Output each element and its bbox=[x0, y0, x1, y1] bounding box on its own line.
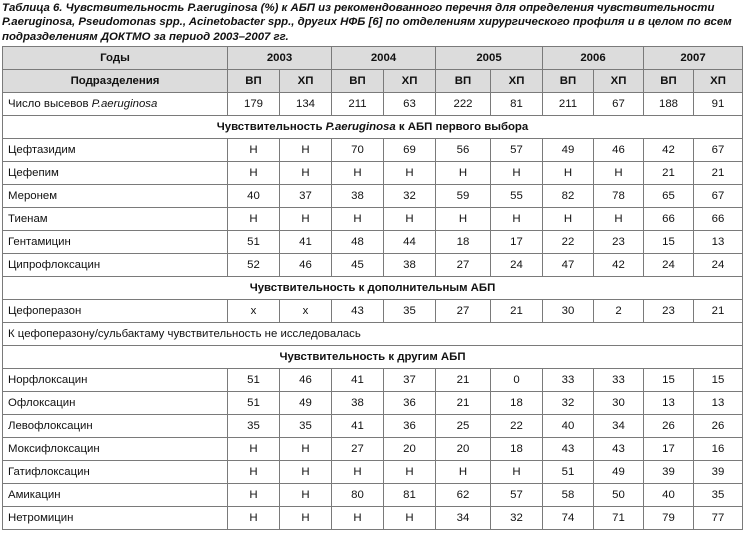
table-cell: 24 bbox=[694, 254, 743, 277]
drug-name: Левофлоксацин bbox=[3, 415, 228, 438]
table-cell: Н bbox=[594, 208, 644, 231]
table-cell: 67 bbox=[694, 185, 743, 208]
table-caption bbox=[2, 1, 744, 44]
table-cell: 15 bbox=[644, 369, 694, 392]
table-row bbox=[3, 415, 743, 438]
table-cell: 34 bbox=[436, 507, 491, 530]
note-text: К цефоперазону/сульбактаму чувствительность не исследовалась bbox=[3, 323, 743, 346]
table-cell: 77 bbox=[694, 507, 743, 530]
table-cell: 39 bbox=[694, 461, 743, 484]
table-cell: 79 bbox=[644, 507, 694, 530]
count-value: 179 bbox=[228, 93, 280, 116]
table-cell: 30 bbox=[594, 392, 644, 415]
unit-cell: ХП bbox=[280, 70, 332, 93]
table-cell: Н bbox=[280, 438, 332, 461]
table-cell: Н bbox=[280, 484, 332, 507]
unit-cell: ВП bbox=[228, 70, 280, 93]
table-cell: Н bbox=[384, 461, 436, 484]
drug-name: Гентамицин bbox=[3, 231, 228, 254]
table-cell: 67 bbox=[694, 139, 743, 162]
drug-name: Меронем bbox=[3, 185, 228, 208]
table-cell: 49 bbox=[280, 392, 332, 415]
drug-name: Норфлоксацин bbox=[3, 369, 228, 392]
table-cell: Н bbox=[228, 208, 280, 231]
table-cell: 24 bbox=[644, 254, 694, 277]
table-cell: 74 bbox=[543, 507, 594, 530]
table-cell: 17 bbox=[491, 231, 543, 254]
table-cell: 41 bbox=[332, 369, 384, 392]
table-cell: Н bbox=[384, 507, 436, 530]
table-cell: Н bbox=[332, 208, 384, 231]
table-cell: 41 bbox=[332, 415, 384, 438]
table-cell: 15 bbox=[694, 369, 743, 392]
section-title-organism: P.aeruginosa bbox=[325, 121, 396, 133]
table-cell: Н bbox=[384, 162, 436, 185]
table-cell: 43 bbox=[543, 438, 594, 461]
table-cell: 18 bbox=[491, 392, 543, 415]
table-cell: 26 bbox=[644, 415, 694, 438]
table-cell: 36 bbox=[384, 392, 436, 415]
table-cell: Н bbox=[436, 208, 491, 231]
caption-prefix: Таблица 6. Чувствительность bbox=[2, 2, 188, 14]
year-cell: 2005 bbox=[436, 47, 543, 70]
table-cell: 38 bbox=[332, 392, 384, 415]
year-cell: 2004 bbox=[332, 47, 436, 70]
count-value: 211 bbox=[332, 93, 384, 116]
table-row bbox=[3, 208, 743, 231]
table-cell: 23 bbox=[644, 300, 694, 323]
table-cell: 45 bbox=[332, 254, 384, 277]
table-row bbox=[3, 392, 743, 415]
table-row bbox=[3, 507, 743, 530]
table-cell: х bbox=[228, 300, 280, 323]
table-row bbox=[3, 254, 743, 277]
table-cell: 44 bbox=[384, 231, 436, 254]
table-cell: 41 bbox=[280, 231, 332, 254]
drug-name: Гатифлоксацин bbox=[3, 461, 228, 484]
table-cell: 35 bbox=[280, 415, 332, 438]
table-cell: 13 bbox=[694, 392, 743, 415]
table-cell: Н bbox=[332, 507, 384, 530]
table-cell: 13 bbox=[694, 231, 743, 254]
table-cell: 56 bbox=[436, 139, 491, 162]
unit-cell: ХП bbox=[491, 70, 543, 93]
table-cell: 32 bbox=[384, 185, 436, 208]
table-cell: 34 bbox=[594, 415, 644, 438]
table-row bbox=[3, 231, 743, 254]
section-title-prefix: Чувствительность к другим АБП bbox=[279, 351, 466, 363]
section-title-suffix: к АБП первого выбора bbox=[395, 121, 529, 133]
table-cell: 37 bbox=[280, 185, 332, 208]
table-cell: 48 bbox=[332, 231, 384, 254]
table-cell: 62 bbox=[436, 484, 491, 507]
section-title bbox=[3, 346, 743, 369]
table-cell: 20 bbox=[436, 438, 491, 461]
table-cell: Н bbox=[280, 162, 332, 185]
unit-cell: ВП bbox=[543, 70, 594, 93]
table-cell: 46 bbox=[280, 254, 332, 277]
table-cell: 16 bbox=[694, 438, 743, 461]
table-cell: 51 bbox=[228, 392, 280, 415]
table-cell: Н bbox=[332, 461, 384, 484]
table-cell: Н bbox=[228, 484, 280, 507]
drug-name: Ципрофлоксацин bbox=[3, 254, 228, 277]
table-cell: 22 bbox=[491, 415, 543, 438]
table-cell: Н bbox=[491, 208, 543, 231]
table-cell: 59 bbox=[436, 185, 491, 208]
table-cell: 0 bbox=[491, 369, 543, 392]
table-cell: 40 bbox=[228, 185, 280, 208]
count-label-organism: P.aeruginosa bbox=[91, 98, 158, 110]
table-cell: 2 bbox=[594, 300, 644, 323]
years-label: Годы bbox=[3, 47, 228, 70]
table-cell: Н bbox=[228, 139, 280, 162]
table-cell: Н bbox=[436, 461, 491, 484]
year-cell: 2003 bbox=[228, 47, 332, 70]
table-cell: 49 bbox=[543, 139, 594, 162]
table-cell: 24 bbox=[491, 254, 543, 277]
table-row bbox=[3, 162, 743, 185]
count-value: 63 bbox=[384, 93, 436, 116]
table-row bbox=[3, 461, 743, 484]
drug-name: Тиенам bbox=[3, 208, 228, 231]
table-cell: 33 bbox=[594, 369, 644, 392]
table-cell: 49 bbox=[594, 461, 644, 484]
sensitivity-table bbox=[2, 46, 743, 530]
drug-name: Моксифлоксацин bbox=[3, 438, 228, 461]
table-cell: 71 bbox=[594, 507, 644, 530]
table-cell: Н bbox=[228, 162, 280, 185]
table-row bbox=[3, 369, 743, 392]
table-cell: Н bbox=[543, 162, 594, 185]
table-cell: 32 bbox=[491, 507, 543, 530]
table-cell: 66 bbox=[644, 208, 694, 231]
year-cell: 2006 bbox=[543, 47, 644, 70]
note-row bbox=[3, 323, 743, 346]
table-cell: 17 bbox=[644, 438, 694, 461]
table-cell: Н bbox=[384, 208, 436, 231]
table-cell: 81 bbox=[384, 484, 436, 507]
table-cell: 40 bbox=[644, 484, 694, 507]
section-title bbox=[3, 277, 743, 300]
table-cell: 35 bbox=[694, 484, 743, 507]
table-cell: Н bbox=[491, 461, 543, 484]
table-cell: 37 bbox=[384, 369, 436, 392]
table-cell: Н bbox=[228, 507, 280, 530]
drug-name: Нетромицин bbox=[3, 507, 228, 530]
table-cell: Н bbox=[228, 438, 280, 461]
table-row bbox=[3, 185, 743, 208]
count-value: 134 bbox=[280, 93, 332, 116]
table-cell: 32 bbox=[543, 392, 594, 415]
table-cell: х bbox=[280, 300, 332, 323]
unit-cell: ВП bbox=[436, 70, 491, 93]
table-cell: Н bbox=[594, 162, 644, 185]
table-row bbox=[3, 300, 743, 323]
table-cell: 66 bbox=[694, 208, 743, 231]
table-cell: 57 bbox=[491, 139, 543, 162]
table-body bbox=[3, 47, 743, 530]
table-cell: 33 bbox=[543, 369, 594, 392]
units-label: Подразделения bbox=[3, 70, 228, 93]
count-value: 91 bbox=[694, 93, 743, 116]
table-cell: 39 bbox=[644, 461, 694, 484]
table-cell: 57 bbox=[491, 484, 543, 507]
table-cell: 15 bbox=[644, 231, 694, 254]
table-cell: Н bbox=[228, 461, 280, 484]
count-value: 188 bbox=[644, 93, 694, 116]
table-cell: Н bbox=[280, 461, 332, 484]
table-cell: 30 bbox=[543, 300, 594, 323]
table-cell: Н bbox=[543, 208, 594, 231]
table-cell: 51 bbox=[228, 231, 280, 254]
section-title-row bbox=[3, 346, 743, 369]
table-cell: 82 bbox=[543, 185, 594, 208]
count-row bbox=[3, 93, 743, 116]
table-cell: 18 bbox=[491, 438, 543, 461]
table-cell: 58 bbox=[543, 484, 594, 507]
table-cell: 27 bbox=[436, 254, 491, 277]
section-title-prefix: Чувствительность к дополнительным АБП bbox=[249, 282, 496, 294]
drug-name: Цефтазидим bbox=[3, 139, 228, 162]
table-cell: Н bbox=[280, 139, 332, 162]
table-row bbox=[3, 139, 743, 162]
header-row-years bbox=[3, 47, 743, 70]
count-value: 81 bbox=[491, 93, 543, 116]
table-cell: 43 bbox=[594, 438, 644, 461]
table-cell: 46 bbox=[280, 369, 332, 392]
table-cell: 38 bbox=[332, 185, 384, 208]
count-value: 211 bbox=[543, 93, 594, 116]
table-cell: 38 bbox=[384, 254, 436, 277]
table-cell: 55 bbox=[491, 185, 543, 208]
drug-name: Амикацин bbox=[3, 484, 228, 507]
caption-rest: (%) к АБП из рекомендованного перечня для определения чувствительности P.aeruginosa, Pseudomonas spp., Acinetobacter spp., других НФБ [6] по отделениям хирургического профиля и в целом по всем подразделениям ДОКТМО за период 2003–2007 гг. bbox=[2, 2, 732, 43]
table-cell: 26 bbox=[694, 415, 743, 438]
table-cell: 21 bbox=[436, 392, 491, 415]
table-cell: 47 bbox=[543, 254, 594, 277]
table-cell: 51 bbox=[228, 369, 280, 392]
table-cell: 46 bbox=[594, 139, 644, 162]
table-cell: 21 bbox=[644, 162, 694, 185]
section-title-row bbox=[3, 277, 743, 300]
table-cell: Н bbox=[280, 507, 332, 530]
table-cell: 50 bbox=[594, 484, 644, 507]
table-cell: 25 bbox=[436, 415, 491, 438]
year-cell: 2007 bbox=[644, 47, 743, 70]
table-cell: Н bbox=[436, 162, 491, 185]
table-cell: 27 bbox=[332, 438, 384, 461]
table-cell: 42 bbox=[594, 254, 644, 277]
table-cell: 40 bbox=[543, 415, 594, 438]
drug-name: Цефоперазон bbox=[3, 300, 228, 323]
header-row-units bbox=[3, 70, 743, 93]
table-row bbox=[3, 484, 743, 507]
table-cell: 80 bbox=[332, 484, 384, 507]
table-cell: 36 bbox=[384, 415, 436, 438]
table-cell: 69 bbox=[384, 139, 436, 162]
unit-cell: ВП bbox=[332, 70, 384, 93]
table-cell: 35 bbox=[384, 300, 436, 323]
table-cell: 65 bbox=[644, 185, 694, 208]
count-value: 67 bbox=[594, 93, 644, 116]
table-cell: 23 bbox=[594, 231, 644, 254]
table-cell: 78 bbox=[594, 185, 644, 208]
table-cell: 27 bbox=[436, 300, 491, 323]
drug-name: Офлоксацин bbox=[3, 392, 228, 415]
unit-cell: ХП bbox=[384, 70, 436, 93]
caption-organism: P.aeruginosa bbox=[187, 2, 258, 14]
table-cell: 70 bbox=[332, 139, 384, 162]
unit-cell: ХП bbox=[694, 70, 743, 93]
table-cell: 42 bbox=[644, 139, 694, 162]
table-cell: 13 bbox=[644, 392, 694, 415]
table-cell: 20 bbox=[384, 438, 436, 461]
table-cell: Н bbox=[280, 208, 332, 231]
count-value: 222 bbox=[436, 93, 491, 116]
table-cell: 21 bbox=[436, 369, 491, 392]
table-cell: 22 bbox=[543, 231, 594, 254]
table-cell: 21 bbox=[694, 300, 743, 323]
table-cell: 43 bbox=[332, 300, 384, 323]
unit-cell: ХП bbox=[594, 70, 644, 93]
table-row bbox=[3, 438, 743, 461]
table-cell: 35 bbox=[228, 415, 280, 438]
table-cell: 21 bbox=[491, 300, 543, 323]
section-title bbox=[3, 116, 743, 139]
table-cell: 18 bbox=[436, 231, 491, 254]
drug-name: Цефепим bbox=[3, 162, 228, 185]
table-cell: 21 bbox=[694, 162, 743, 185]
table-cell: Н bbox=[332, 162, 384, 185]
unit-cell: ВП bbox=[644, 70, 694, 93]
table-cell: 52 bbox=[228, 254, 280, 277]
count-label bbox=[3, 93, 228, 116]
table-cell: Н bbox=[491, 162, 543, 185]
section-title-prefix: Чувствительность bbox=[216, 121, 326, 133]
section-title-row bbox=[3, 116, 743, 139]
table-cell: 51 bbox=[543, 461, 594, 484]
count-label-prefix: Число высевов bbox=[8, 98, 92, 110]
